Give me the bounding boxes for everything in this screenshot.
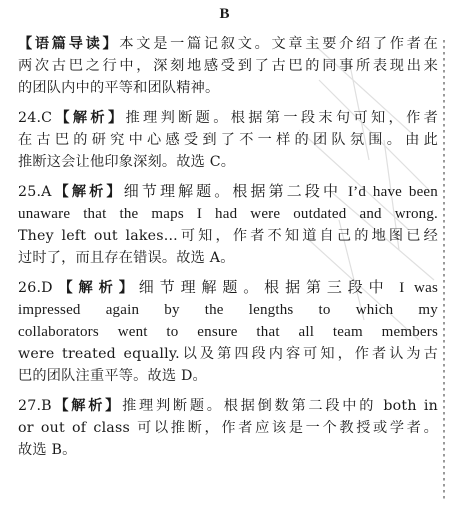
item-24-line-2: 在古巴的研究中心感受到了不一样的团队氛围。由此 (18, 132, 438, 148)
item-25-line-3: They left out lakes...可知，作者不知道自己的地图已经 (18, 228, 438, 244)
item-26-line-2: impressed again by the lengths to which my (18, 302, 438, 318)
item-27-line-1: 27.B【解析】推理判断题。根据倒数第二段中的 both in (18, 398, 438, 414)
item-25-line-4: 过时了，而且存在错误。故选 A。 (18, 250, 235, 266)
item-25-line-2: unaware that the maps I had were outdated and wrong. (18, 206, 438, 222)
item-26-line-1: 26.D【解析】细节理解题。根据第三段中 I was (18, 280, 438, 296)
section-heading: B (219, 6, 230, 22)
item-24-line-1: 24.C【解析】推理判断题。根据第一段末句可知，作者 (18, 110, 438, 126)
item-24-number: 24.C (18, 110, 53, 126)
item-25-tag: 【解析】 (51, 184, 124, 200)
item-26-number: 26.D (18, 280, 53, 296)
item-26-line-5: 巴的团队注重平等。故选 D。 (18, 368, 207, 384)
item-26-tag: 【解析】 (52, 280, 139, 296)
guide-line-2: 两次古巴之行中，深刻地感受到了古巴的同事所表现出来 (18, 58, 438, 74)
guide-line-3: 的团队内中的平等和团队精神。 (18, 80, 220, 96)
guide-line-1: 【语篇导读】本文是一篇记叙文。文章主要介绍了作者在 (18, 36, 438, 52)
guide-tag: 【语篇导读】 (18, 36, 120, 52)
item-24-line-3: 推断这会让他印象深刻。故选 C。 (18, 154, 236, 170)
binding-dotted-edge (443, 40, 445, 500)
item-27-line-3: 故选 B。 (18, 442, 77, 458)
item-27-line-2: or out of class 可以推断，作者应该是一个教授或学者。 (18, 420, 438, 436)
item-27-tag: 【解析】 (51, 398, 123, 414)
item-26-line-3: collaborators went to ensure that all team members (18, 324, 438, 340)
item-24-tag: 【解析】 (52, 110, 126, 126)
item-27-number: 27.B (18, 398, 52, 414)
item-25-line-1: 25.A【解析】细节理解题。根据第二段中 I’d have been (18, 184, 438, 200)
item-25-number: 25.A (18, 184, 52, 200)
item-26-line-4: were treated equally.以及第四段内容可知，作者认为古 (18, 346, 438, 362)
